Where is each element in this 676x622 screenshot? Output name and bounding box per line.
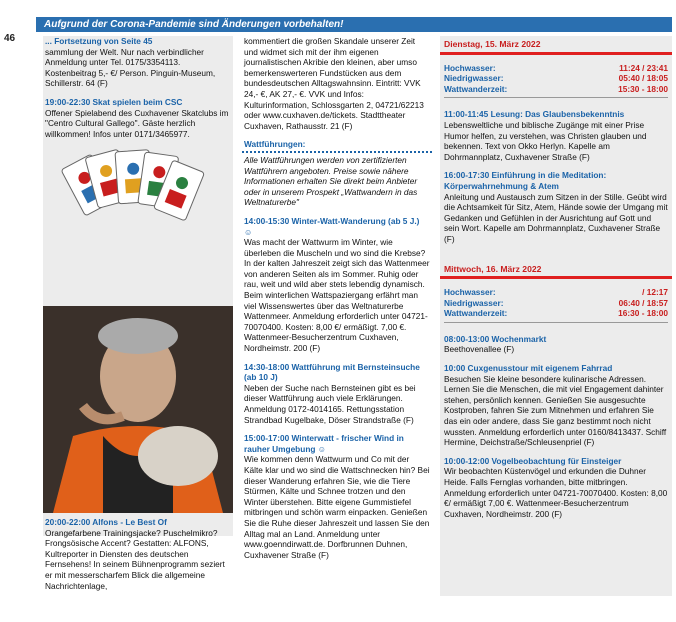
watt-intro: Alle Wattführungen werden von zertifizierten Wattführern angeboten. Preise sowie nähere Informationen erhalten Sie direkt beim Anbieter oder in unserem Prospekt „Wattwandern in das Weltnaturerbe" bbox=[244, 154, 418, 208]
alfons-continued: kommentiert die großen Skandale unserer Zeit und widmet sich mit der ihm eigenen journalistischen Akribie den kleinen, aber umso bemerkenswerteren Fundstücken aus dem bundesdeutschen Alltagswahnsinn. Eintritt: VVK 24,- €, AK 27,- €. VVK und Infos: Kulturinformation, Schlossgarten 2, 04721/62213 oder www.cuxhaven.de/tickets. Stadttheater Cuxhaven, Rathausstr. 21 (F) bbox=[244, 36, 424, 131]
bernstein-title: 14:30-18:00 Wattführung mit Bernsteinsuche (ab 10 J) bbox=[244, 361, 420, 383]
winterwatt-title: 15:00-17:00 Winterwatt - frischer Wind in rauher Umgebung ☺ bbox=[244, 433, 404, 454]
museum-text: sammlung der Welt. Nur nach verbindlicher Anmeldung unter Tel. 0175/3354113. Kostenbeitrag 5,- €/ Person. Pinguin-Museum, Schillerstr. 64 (F) bbox=[45, 46, 216, 89]
corona-banner: Aufgrund der Corona-Pandemie sind Änderungen vorbehalten! bbox=[36, 17, 672, 32]
bernstein-text: Neben der Suche nach Bernsteinen gibt es bei dieser Wattführung auch viele Erklärungen. Anmeldung 0172-4014165. Rettungsstation Strandbad Kugelbake, Döser Strandstraße (F) bbox=[244, 382, 416, 425]
lesung-text: Lebensweltliche und biblische Zugänge mit einer Prise Humor helfen, zu verstehen, was Christen glauben und bekennen. Text von Okko Herlyn. Kapelle am Dohrmannplatz, Cuxhavener Straße (F) bbox=[444, 119, 647, 162]
winterwatt-text: Wie kommen denn Wattwurm und Co mit der Kälte klar und wo sind die Wattschnecken hin? Bei dieser Wanderung erfahren Sie, wie die Tiere Stürmen, Kälte und Schnee trotzen und den Winter überstehen. Bitte eigene Gummistiefel mitbringen und schön warm einpacken. Genießen Sie die Ruhe dieser Jahreszeit und lassen Sie den Alltag mal an Land. Anmeldung unter www.goenndirwatt.de. Dorfbrunnen Duhnen, Cuxhavener Straße (F) bbox=[244, 454, 430, 560]
vogel-title: 10:00-12:00 Vogelbeobachtung für Einsteiger bbox=[444, 455, 622, 466]
tide-row: Hochwasser: 11:24 / 23:41 bbox=[444, 62, 668, 73]
alfons-text: Orangefarbene Trainingsjacke? Puschelmikro? Frongsösische Accent? Gestatten: ALFONS, Kultreporter in Diensten des deutschen Fernsehens! In seinem Bühnenprogramm seziert er mit messerscharfem Blick die allgemeine Nachrichtenlage, bbox=[45, 527, 225, 591]
genusstour-title: 10:00 Cuxgenusstour mit eigenem Fahrrad bbox=[444, 363, 613, 374]
tide-row: Wattwanderzeit: 16:30 - 18:00 bbox=[444, 308, 668, 319]
column-middle bbox=[242, 36, 432, 596]
skat-title: 19:00-22:30 Skat spielen beim CSC bbox=[45, 96, 183, 107]
playing-cards-illustration bbox=[43, 140, 233, 260]
meditation-text: Anleitung und Austausch zum Sitzen in der Stille. Geübt wird die Achtsamkeit für Sitz, Atem, Hände sowie der Umgang mit Gedanken und Gefühlen in der Ausrichtung auf Gott und sein Wort. Kapelle am Dohrmannplatz, Cuxhavener Straße (F) bbox=[444, 191, 668, 244]
meditation-title: 16:00-17:30 Einführung in die Meditation: Körperwahrnehmung & Atem bbox=[444, 170, 607, 191]
vogel-text: Wir beobachten Küstenvögel und erkunden die Duhner Heide. Falls Fernglas vorhanden, bitte mitbringen. Anmeldung erforderlich unter 04721-70070400. Kosten: 8,00 €/ ermäßigt 7,00 €. Wattenmeer-Besucherzentrum Cuxhaven, Nordheimstr. 200 (F) bbox=[444, 466, 668, 519]
tide-row: Hochwasser: / 12:17 bbox=[444, 287, 668, 298]
tide-row: Niedrigwasser: 05:40 / 18:05 bbox=[444, 73, 668, 84]
markt-text: Beethovenallee (F) bbox=[444, 344, 515, 355]
page-number: 46 bbox=[4, 33, 16, 44]
tide-row: Wattwanderzeit: 15:30 - 18:00 bbox=[444, 83, 668, 94]
column-right bbox=[440, 36, 672, 596]
day-header-tuesday: Dienstag, 15. März 2022 bbox=[440, 36, 672, 55]
alfons-photo bbox=[43, 306, 233, 513]
winter-watt-text: Was macht der Wattwurm im Winter, wie überleben die Muscheln und wo sind die Krebse? In der kalten Jahreszeit zeigt sich das Wattenmeer von anderen Seiten als im Sommer. Ruhig oder rau, weit und wild aber stets lebendig dynamisch. Beim winterlichen Wattspaziergang erfährt man viel Wissenswertes über das Weltnaturerbe Wattenmeer. Anmeldung erforderlich unter 04721-70070400. Kosten: 8,00 €/ ermäßigt. 7,00 €. Wattenmeer-Besucherzentrum Cuxhaven, Nordheimstr. 200 (F) bbox=[244, 237, 430, 354]
watt-header: Wattführungen: bbox=[242, 139, 432, 153]
continued-note: ... Fortsetzung von Seite 45 bbox=[45, 36, 153, 46]
skat-text: Offener Spielabend des Cuxhavener Skatclubs im "Centro Cultural Gallego". Gäste herzlich willkommen! Infos unter 0171/3465977. bbox=[45, 107, 229, 139]
day-header-wednesday: Mittwoch, 16. März 2022 bbox=[440, 261, 672, 280]
genusstour-text: Besuchen Sie kleine besondere kulinarische Adressen. Lernen Sie die Menschen, die mit viel Engagement dahinter stehen, persönlich kennen. Genießen Sie ausgesuchte Kostproben, fahren Sie zum Mitnehmen und erfahren Sie das ein oder andere, dass Sie ganz bestimmt noch nicht wussten. Anmeldung erforderlich unter 0160/8413437. Schiff Hermine, Deichstraße/Schleusenpriel (F) bbox=[444, 373, 667, 448]
markt-title: 08:00-13:00 Wochenmarkt bbox=[444, 333, 547, 344]
lesung-title: 11:00-11:45 Lesung: Das Glaubensbekenntnis bbox=[444, 109, 625, 120]
winter-watt-title: 14:00-15:30 Winter-Watt-Wanderung (ab 5 J.) ☺ bbox=[244, 215, 420, 237]
tide-row: Niedrigwasser: 06:40 / 18:57 bbox=[444, 297, 668, 308]
alfons-title: 20:00-22:00 Alfons - Le Best Of bbox=[45, 517, 167, 527]
alfons-caption bbox=[43, 517, 233, 591]
